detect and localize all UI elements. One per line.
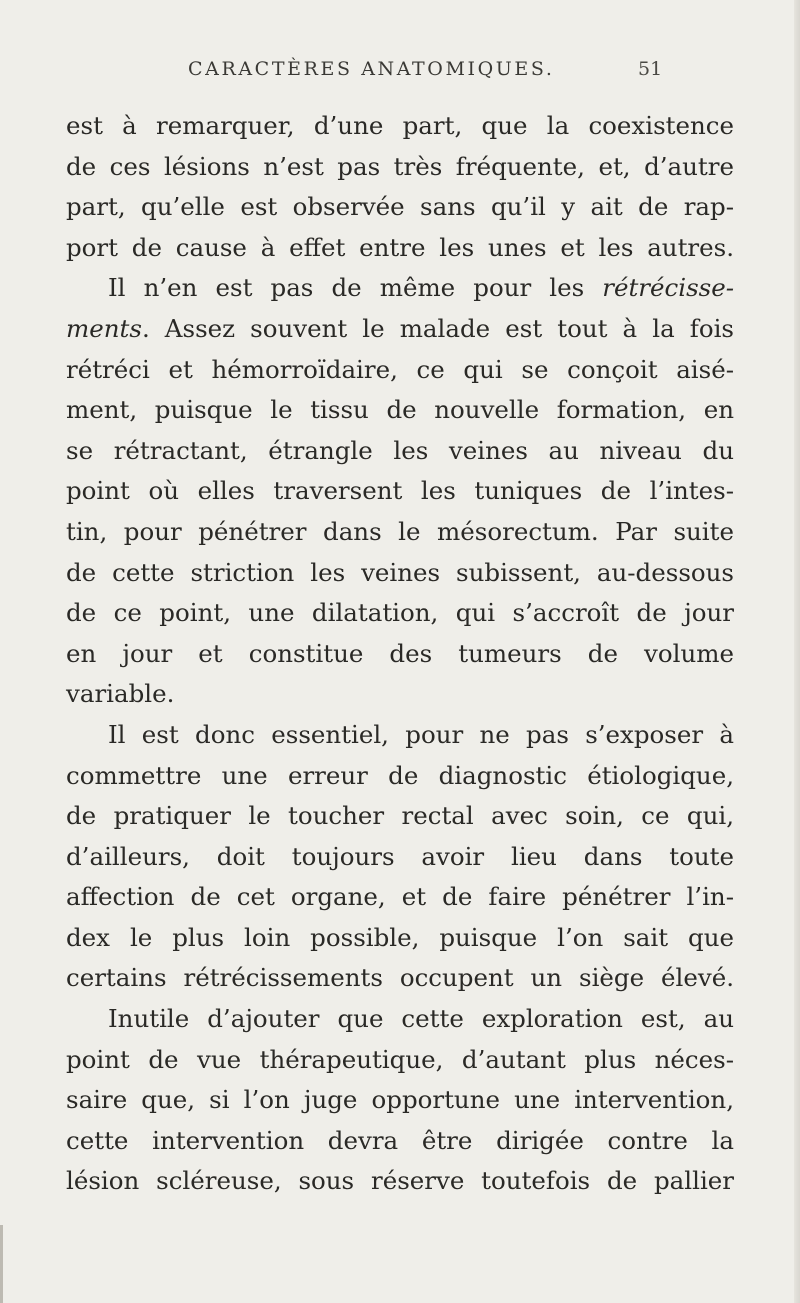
page-number: 51 bbox=[638, 58, 663, 80]
page-edge bbox=[794, 0, 800, 1303]
text-line: dex le plus loin possible, puisque l’on sait que bbox=[66, 922, 734, 952]
text-line: ment, puisque le tissu de nouvelle formation, en bbox=[66, 395, 734, 425]
text-line: tin, pour pénétrer dans le mésorectum. Par suite bbox=[66, 516, 734, 546]
text-line: cette intervention devra être dirigée contre la bbox=[66, 1125, 734, 1155]
text-line: Inutile d’ajouter que cette exploration est, au bbox=[108, 1004, 734, 1034]
text-line: part, qu’elle est observée sans qu’il y ait de rap- bbox=[66, 192, 734, 222]
text-line: point où elles traversent les tuniques de l’intes- bbox=[66, 476, 734, 506]
text-segment: . Assez souvent le malade est tout à la fois bbox=[141, 313, 734, 343]
text-line: en jour et constitue des tumeurs de volume bbox=[66, 638, 734, 668]
running-title: CARACTÈRES ANATOMIQUES. bbox=[188, 58, 555, 80]
text-line: de cette striction les veines subissent, au-dessous bbox=[66, 557, 734, 587]
text-line: certains rétrécissements occupent un siège élevé. bbox=[66, 963, 734, 993]
text-line: port de cause à effet entre les unes et les autres. bbox=[66, 232, 734, 262]
body-text bbox=[66, 106, 734, 1202]
text-line: Il est donc essentiel, pour ne pas s’exposer à bbox=[108, 719, 734, 749]
text-line: saire que, si l’on juge opportune une intervention, bbox=[66, 1085, 734, 1115]
text-line: lésion scléreuse, sous réserve toutefois de pallier bbox=[66, 1166, 734, 1196]
text-line: de pratiquer le toucher rectal avec soin, ce qui, bbox=[66, 801, 734, 831]
italic-term: rétrécisse- bbox=[602, 273, 734, 303]
text-line: variable. bbox=[66, 679, 175, 709]
text-line: affection de cet organe, et de faire pénétrer l’in- bbox=[66, 882, 734, 912]
binding-shadow bbox=[0, 1225, 3, 1303]
text-line: commettre une erreur de diagnostic étiologique, bbox=[66, 760, 734, 790]
text-line: point de vue thérapeutique, d’autant plus néces- bbox=[66, 1044, 734, 1074]
text-line: d’ailleurs, doit toujours avoir lieu dans toute bbox=[66, 841, 734, 871]
text-line bbox=[66, 309, 734, 350]
text-line: rétréci et hémorroïdaire, ce qui se conçoit aisé- bbox=[66, 354, 734, 384]
text-line bbox=[66, 268, 734, 309]
text-line: est à remarquer, d’une part, que la coexistence bbox=[66, 111, 734, 140]
text-line: se rétractant, étrangle les veines au niveau du bbox=[66, 435, 734, 465]
text-segment: Il n’en est pas de même pour les bbox=[108, 273, 603, 303]
text-line: de ce point, une dilatation, qui s’accroît de jour bbox=[66, 598, 734, 628]
text-line: de ces lésions n’est pas très fréquente, et, d’autre bbox=[66, 151, 734, 181]
italic-term: ments bbox=[66, 313, 142, 343]
page-header bbox=[0, 58, 800, 88]
